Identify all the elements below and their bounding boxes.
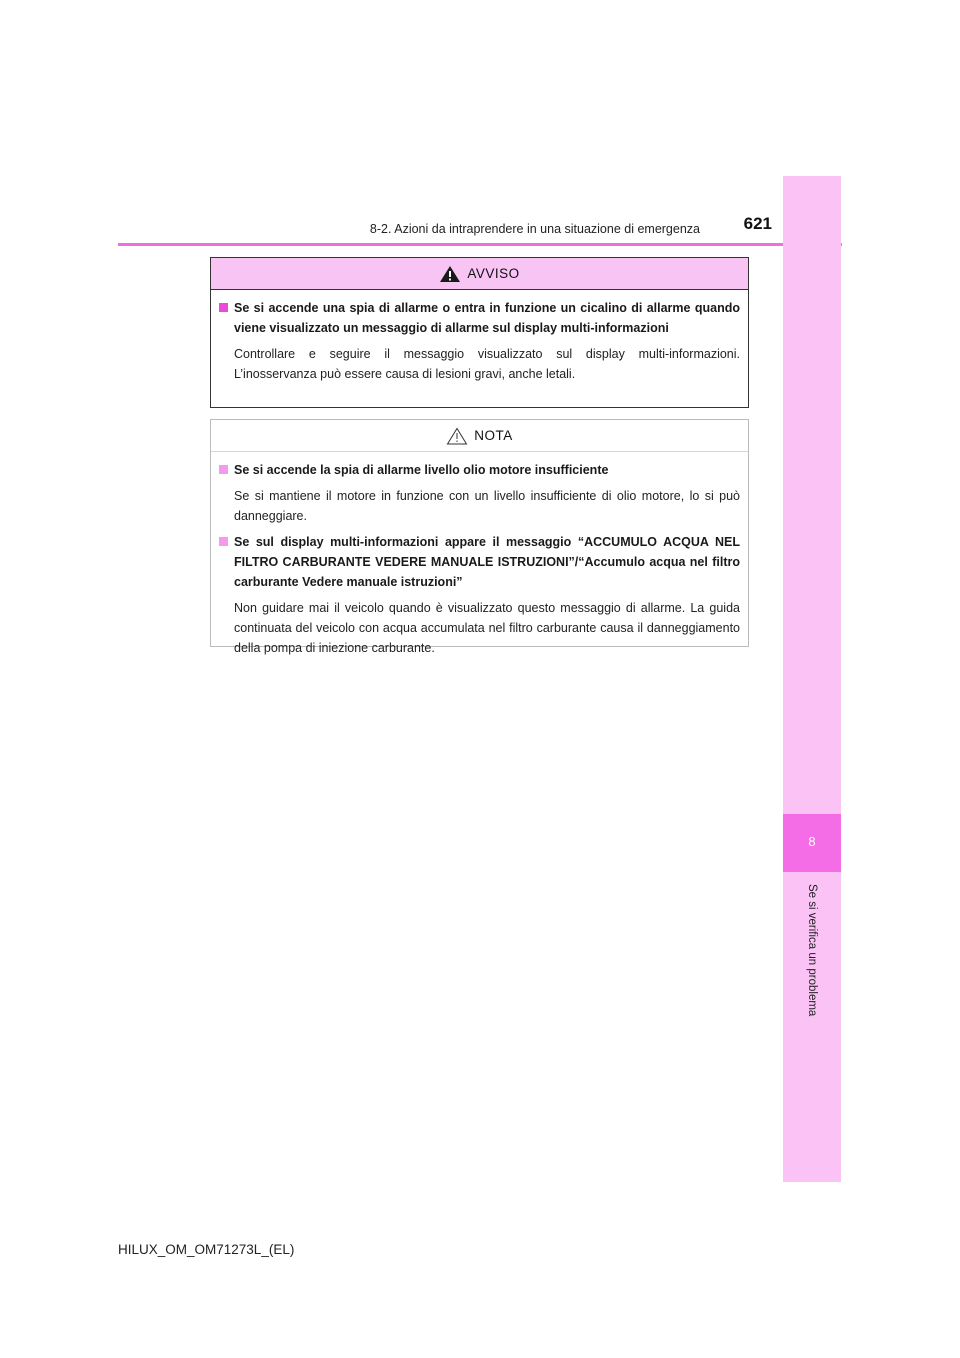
item-text: Non guidare mai il veicolo quando è visualizzato questo messaggio di allarme. La guida continuata del veicolo con acqua accumulata nel filtro carburante causa il danneggiamento della pompa di iniezione carburante. bbox=[234, 601, 740, 655]
square-bullet-icon bbox=[219, 537, 228, 546]
list-item bbox=[219, 532, 740, 592]
header-divider bbox=[118, 243, 842, 246]
notice-box bbox=[210, 419, 749, 655]
item-title: Se sul display multi-informazioni appare il messaggio “ACCUMULO ACQUA NEL FILTRO CARBURANTE VEDERE MANUALE ISTRUZIONI”/“Accumulo acqua nel filtro carburante Vedere manuale istruzioni” bbox=[234, 535, 740, 589]
page-number: 621 bbox=[743, 214, 772, 233]
warning-triangle-filled-icon bbox=[439, 265, 461, 283]
list-item bbox=[219, 460, 740, 480]
chapter-title: Se si verifica un problema bbox=[806, 884, 818, 1017]
square-bullet-icon bbox=[219, 303, 228, 312]
warning-triangle-outline-icon bbox=[446, 427, 468, 445]
notice-box-label: NOTA bbox=[474, 428, 513, 443]
item-title: Se si accende la spia di allarme livello olio motore insufficiente bbox=[234, 463, 609, 477]
chapter-number: 8 bbox=[808, 834, 816, 849]
warning-box-header bbox=[211, 258, 748, 290]
chapter-number-block bbox=[783, 814, 841, 872]
document-code: HILUX_OM_OM71273L_(EL) bbox=[118, 1242, 295, 1257]
warning-box-label: AVVISO bbox=[467, 266, 520, 281]
item-text: Controllare e seguire il messaggio visualizzato sul display multi-informazioni. L’inosservanza può essere causa di lesioni gravi, anche letali. bbox=[234, 347, 740, 381]
list-item bbox=[219, 298, 740, 338]
chapter-side-tab bbox=[783, 176, 841, 1182]
warning-box bbox=[210, 257, 749, 408]
square-bullet-icon bbox=[219, 465, 228, 474]
item-text: Se si mantiene il motore in funzione con un livello insufficiente di olio motore, lo si può danneggiare. bbox=[234, 489, 740, 523]
section-title: 8-2. Azioni da intraprendere in una situazione di emergenza bbox=[369, 222, 700, 236]
notice-box-header bbox=[211, 420, 748, 452]
item-title: Se si accende una spia di allarme o entra in funzione un cicalino di allarme quando viene visualizzato un messaggio di allarme sul display multi-informazioni bbox=[234, 301, 740, 335]
